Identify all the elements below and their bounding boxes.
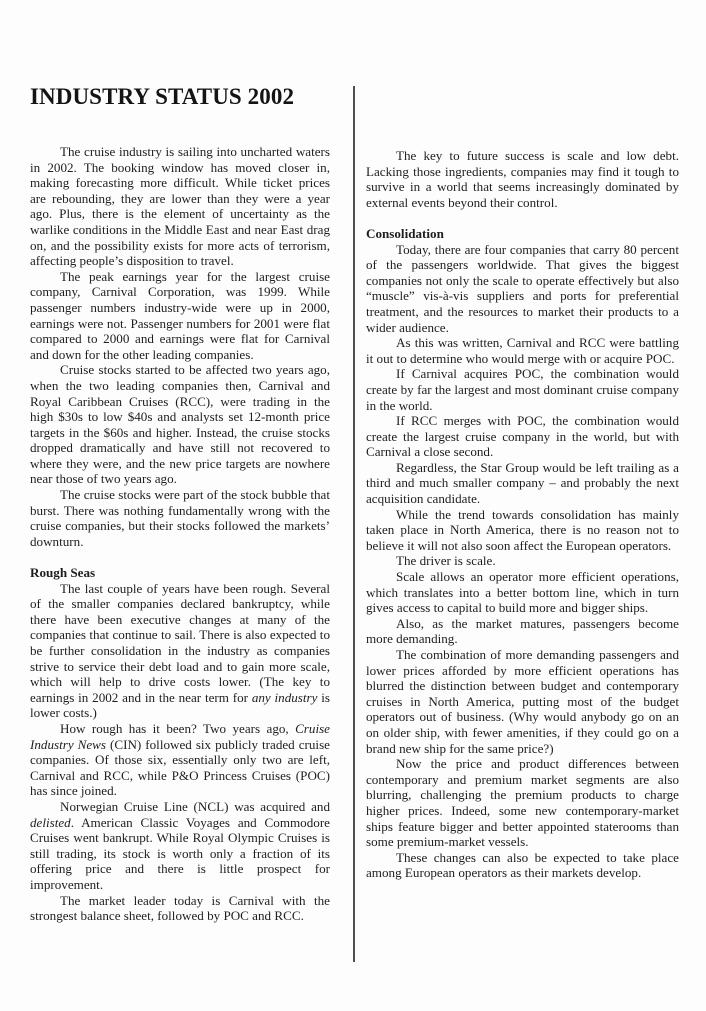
paragraph: Scale allows an operator more efficient operations, which translates into a better bottom line, which in turn gives access to capital to build more and bigger ships. (366, 569, 679, 616)
paragraph (30, 721, 330, 799)
section-heading-consolidation: Consolidation (366, 225, 444, 241)
section-heading-rough-seas: Rough Seas (30, 565, 96, 581)
paragraph: The cruise stocks were part of the stock bubble that burst. There was nothing fundamentally wrong with the cruise companies, but their stocks followed the markets’ downturn. (30, 487, 330, 549)
paragraph: Cruise stocks started to be affected two years ago, when the two leading companies then, Carnival and Royal Caribbean Cruises (RCC), were trading in the high $30s to low $40s and analysts set 12-month price targets in the $60s and higher. Instead, the cruise stocks dropped dramatically and have still not recovered to where they were, and the new price targets are nowhere near those of two years ago. (30, 362, 330, 487)
emphasis-text: delisted (30, 814, 71, 830)
paragraph (30, 581, 330, 721)
paragraph: Now the price and product differences between contemporary and premium market segments are also blurring, challenging the premium products to charge higher prices. Indeed, some new contemporary-market ships feature bigger and better appointed staterooms than some premium-market vessels. (366, 756, 679, 850)
paragraph: If Carnival acquires POC, the combination would create by far the largest and most dominant cruise company in the world. (366, 366, 679, 413)
text-run: is lower costs.) (30, 689, 330, 721)
emphasis-text: any industry (251, 689, 318, 705)
paragraph: Regardless, the Star Group would be left trailing as a third and much smaller company – and probably the next acquisition candidate. (366, 459, 679, 507)
page-title: INDUSTRY STATUS 2002 (30, 84, 295, 109)
text-run: (CIN) followed six publicly traded cruise companies. Of those six, essentially only two are left, Carnival and RCC, while P&O Princess Cruises (POC) has since joined. (30, 736, 330, 799)
paragraph: The market leader today is Carnival with the strongest balance sheet, followed by POC and RCC. (30, 892, 330, 924)
paragraph: The cruise industry is sailing into uncharted waters in 2002. The booking window has moved closer in, making forecasting more difficult. While ticket prices are rebounding, they are lower than they were a year ago. Plus, there is the element of uncertainty as the warlike conditions in the Middle East and near East drag on, and the possibility exists for more acts of terrorism, affecting people’s disposition to travel. (30, 144, 330, 269)
paragraph: As this was written, Carnival and RCC were battling it out to determine who would merge with or acquire POC. (366, 335, 679, 366)
paragraph: The combination of more demanding passengers and lower prices afforded by more efficient operations has blurred the distinction between budget and contemporary cruises in North America, putting most of the budget operators out of business. (Why would anybody go on an on older ship, with fewer amenities, if they could go on a brand new ship for the same price?) (366, 647, 679, 756)
paragraph: The peak earnings year for the largest cruise company, Carnival Corporation, was 1999. While passenger numbers industry-wide were up in 2000, earnings were not. Passenger numbers for 2001 were flat compared to 2000 and earnings were flat for Carnival and down for the other leading companies. (30, 268, 330, 362)
left-column (30, 144, 330, 924)
paragraph (30, 799, 330, 893)
text-run: Norwegian Cruise Line (NCL) was acquired and (60, 798, 330, 814)
text-run: How rough has it been? Two years ago, (60, 720, 296, 736)
text-run: . American Classic Voyages and Commodore Cruises went bankrupt. While Royal Olympic Cruises is still trading, its stock is worth only a fraction of its offering price and there is little prospect for improvement. (30, 814, 330, 892)
column-divider (353, 86, 355, 962)
text-run: The last couple of years have been rough. Several of the smaller companies declared bankruptcy, while there have been executive changes at many of the companies that continue to sail. There is also expected to be further consolidation in the industry as companies strive to service their debt load and to gain more scale, which will help to drive costs lower. (The key to earnings in 2002 and in the near term for (30, 580, 330, 705)
paragraph: The key to future success is scale and low debt. Lacking those ingredients, companies may find it tough to survive in a world that seems increasingly dominated by external events beyond their control. (366, 148, 679, 210)
paragraph: The driver is scale. (396, 553, 496, 569)
section-spacer (366, 210, 679, 226)
right-column (366, 148, 679, 881)
paragraph: Also, as the market matures, passengers become more demanding. (366, 615, 679, 647)
paragraph: Today, there are four companies that carry 80 percent of the passengers worldwide. That gives the biggest companies not only the scale to operate effectively but also “muscle” vis-à-vis suppliers and ports for preferential treatment, and the resources to market their products to a wider audience. (366, 241, 679, 335)
publication-title: Cruise Industry News (30, 720, 330, 752)
paragraph: If RCC merges with POC, the combination would create the largest cruise company in the world, but with Carnival a close second. (366, 413, 679, 460)
paragraph: While the trend towards consolidation has mainly taken place in North America, there is no reason not to believe it will not also soon affect the European operators. (366, 506, 679, 553)
paragraph: These changes can also be expected to take place among European operators as their markets develop. (366, 849, 679, 881)
section-spacer (30, 549, 330, 565)
